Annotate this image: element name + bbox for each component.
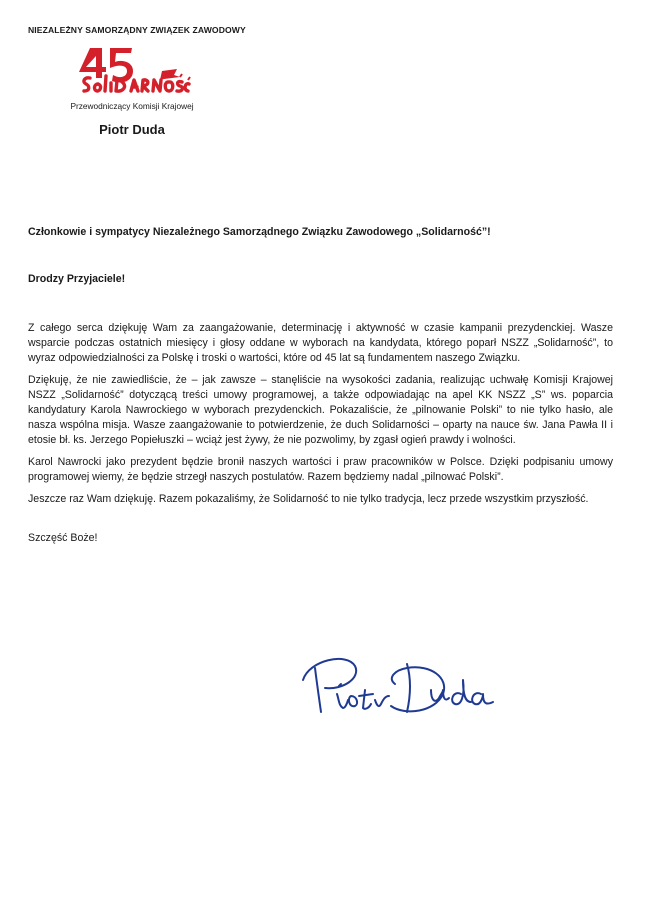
chair-title: Przewodniczący Komisji Krajowej (70, 101, 194, 111)
letter-body (28, 225, 613, 546)
handwritten-signature (295, 650, 500, 722)
union-name: NIEZALEŻNY SAMORZĄDNY ZWIĄZEK ZAWODOWY (28, 25, 246, 35)
chair-name: Piotr Duda (99, 122, 165, 137)
letter-greeting: Drodzy Przyjaciele! (28, 273, 126, 285)
letter-closing: Szczęść Boże! (28, 532, 98, 544)
letter-paragraph: Karol Nawrocki jako prezydent będzie bronił naszych wartości i praw pracowników w Polsce. Dzięki podpisaniu umowy programowej wiemy, że będzie strzegł naszych postulatów. Razem będziemy nadal „pilnować Polski”. (28, 456, 613, 483)
solidarnosc-45-logo (76, 44, 194, 96)
letter-paragraph: Dziękuję, że nie zawiedliście, że – jak zawsze – stanęliście na wysokości zadania, realizując uchwałę Komisji Krajowej NSZZ „Solidarność” dotyczącą treści umowy programowej, a także odpowiadając na apel KK NSZZ „S” ws. poparcia kandydatury Karola Nawrockiego w wyborach prezydenckich. Pokazaliście, że „pilnowanie Polski” to nie tylko hasło, ale nasza wspólna misja. Wasze zaangażowanie to potwierdzenie, że duch Solidarności – oparty na nauce św. Jana Pawła II i etosie bł. ks. Jerzego Popiełuszki – wciąż jest żywy, że nie pozwolimy, by zgasł ogień prawdy i wolności. (28, 374, 613, 446)
letter-paragraph: Jeszcze raz Wam dziękuję. Razem pokazaliśmy, że Solidarność to nie tylko tradycja, lecz przede wszystkim przyszłość. (28, 493, 589, 505)
letter-paragraph: Z całego serca dziękuję Wam za zaangażowanie, determinację i aktywność w czasie kampanii prezydenckiej. Wasze wsparcie podczas ostatnich miesięcy i głosy oddane w wyborach na kandydata, którego poparł NSZZ „Solidarność”, to wyraz odpowiedzialności za Polskę i troski o wartości, które od 45 lat są fundamentem naszego Związku. (28, 322, 613, 364)
letter-address: Członkowie i sympatycy Niezależnego Samorządnego Związku Zawodowego „Solidarność”! (28, 226, 491, 238)
